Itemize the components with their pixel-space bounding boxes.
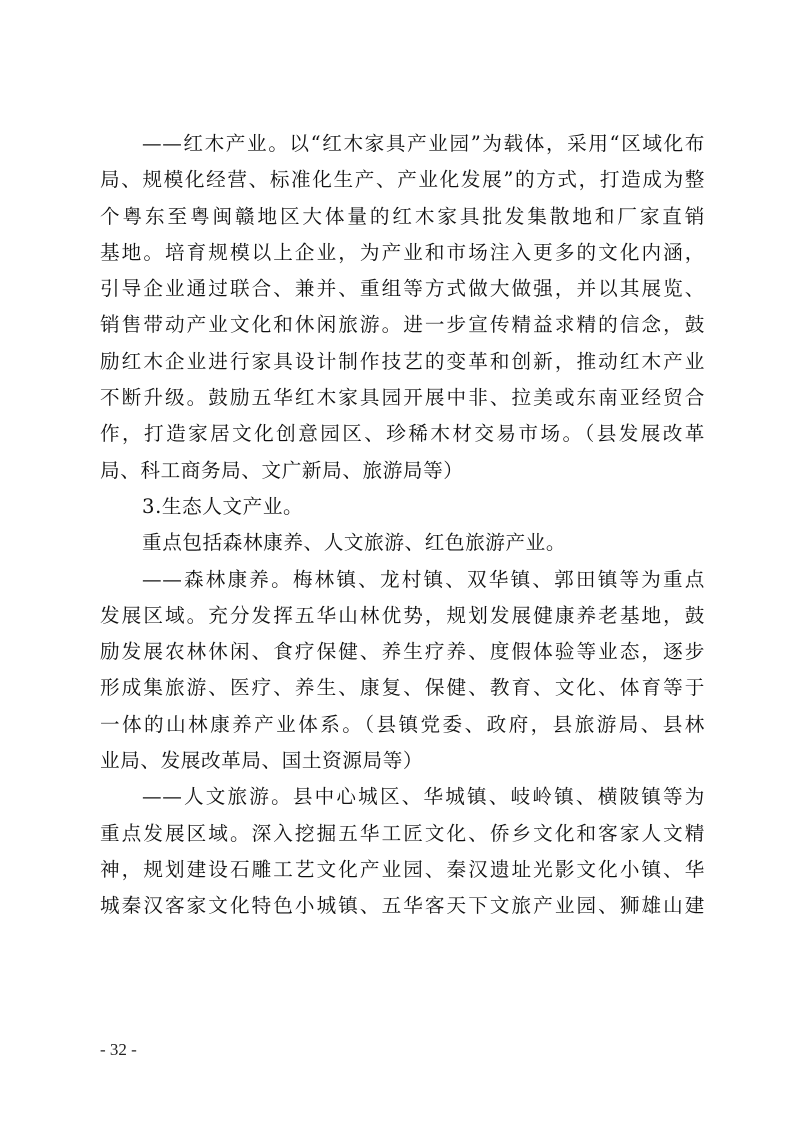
text-line-6: 销售带动产业文化和休闲旅游。进一步宣传精益求精的信念，鼓 [100,313,705,337]
text-line-12: 重点包括森林康养、人文旅游、红色旅游产业。 [142,531,567,555]
text-line-17: 一体的山林康养产业体系。（县镇党委、政府，县旅游局、县林 [100,712,705,736]
body-text [100,126,705,925]
text-line-8: 不断升级。鼓励五华红木家具园开展中非、拉美或东南亚经贸合 [100,386,705,410]
section-heading: 3.生态人文产业。 [142,494,304,518]
text-line-2: 局、规模化经营、标准化生产、产业化发展”的方式，打造成为整 [100,168,705,192]
text-line-18: 业局、发展改革局、国土资源局等） [100,749,424,773]
text-line-14: 发展区域。充分发挥五华山林优势，规划发展健康养老基地，鼓 [100,603,705,627]
text-line-7: 励红木企业进行家具设计制作技艺的变革和创新，推动红木产业 [100,349,705,373]
text-line-10: 局、科工商务局、文广新局、旅游局等） [100,458,464,482]
text-line-21: 神，规划建设石雕工艺文化产业园、秦汉遗址光影文化小镇、华 [100,857,705,881]
text-line-1: ——红木产业。以“红木家具产业园”为载体，采用“区域化布 [142,132,705,155]
text-line-4: 基地。培育规模以上企业，为产业和市场注入更多的文化内涵， [100,240,705,264]
text-line-22: 城秦汉客家文化特色小城镇、五华客天下文旅产业园、狮雄山建 [100,894,705,918]
page-number: - 32 - [100,1040,137,1059]
text-line-3: 个粤东至粤闽赣地区大体量的红木家具批发集散地和厂家直销 [100,204,705,228]
text-line-16: 形成集旅游、医疗、养生、康复、保健、教育、文化、体育等于 [100,676,705,700]
text-line-15: 励发展农林休闲、食疗保健、养生疗养、度假体验等业态，逐步 [100,640,705,664]
text-line-5: 引导企业通过联合、兼并、重组等方式做大做强，并以其展览、 [100,277,705,301]
text-line-9: 作，打造家居文化创意园区、珍稀木材交易市场。（县发展改革 [100,422,705,446]
text-line-13: ——森林康养。梅林镇、龙村镇、双华镇、郭田镇等为重点 [142,567,705,591]
text-line-19: ——人文旅游。县中心城区、华城镇、岐岭镇、横陂镇等为 [142,785,705,809]
text-line-20: 重点发展区域。深入挖掘五华工匠文化、侨乡文化和客家人文精 [100,821,705,845]
